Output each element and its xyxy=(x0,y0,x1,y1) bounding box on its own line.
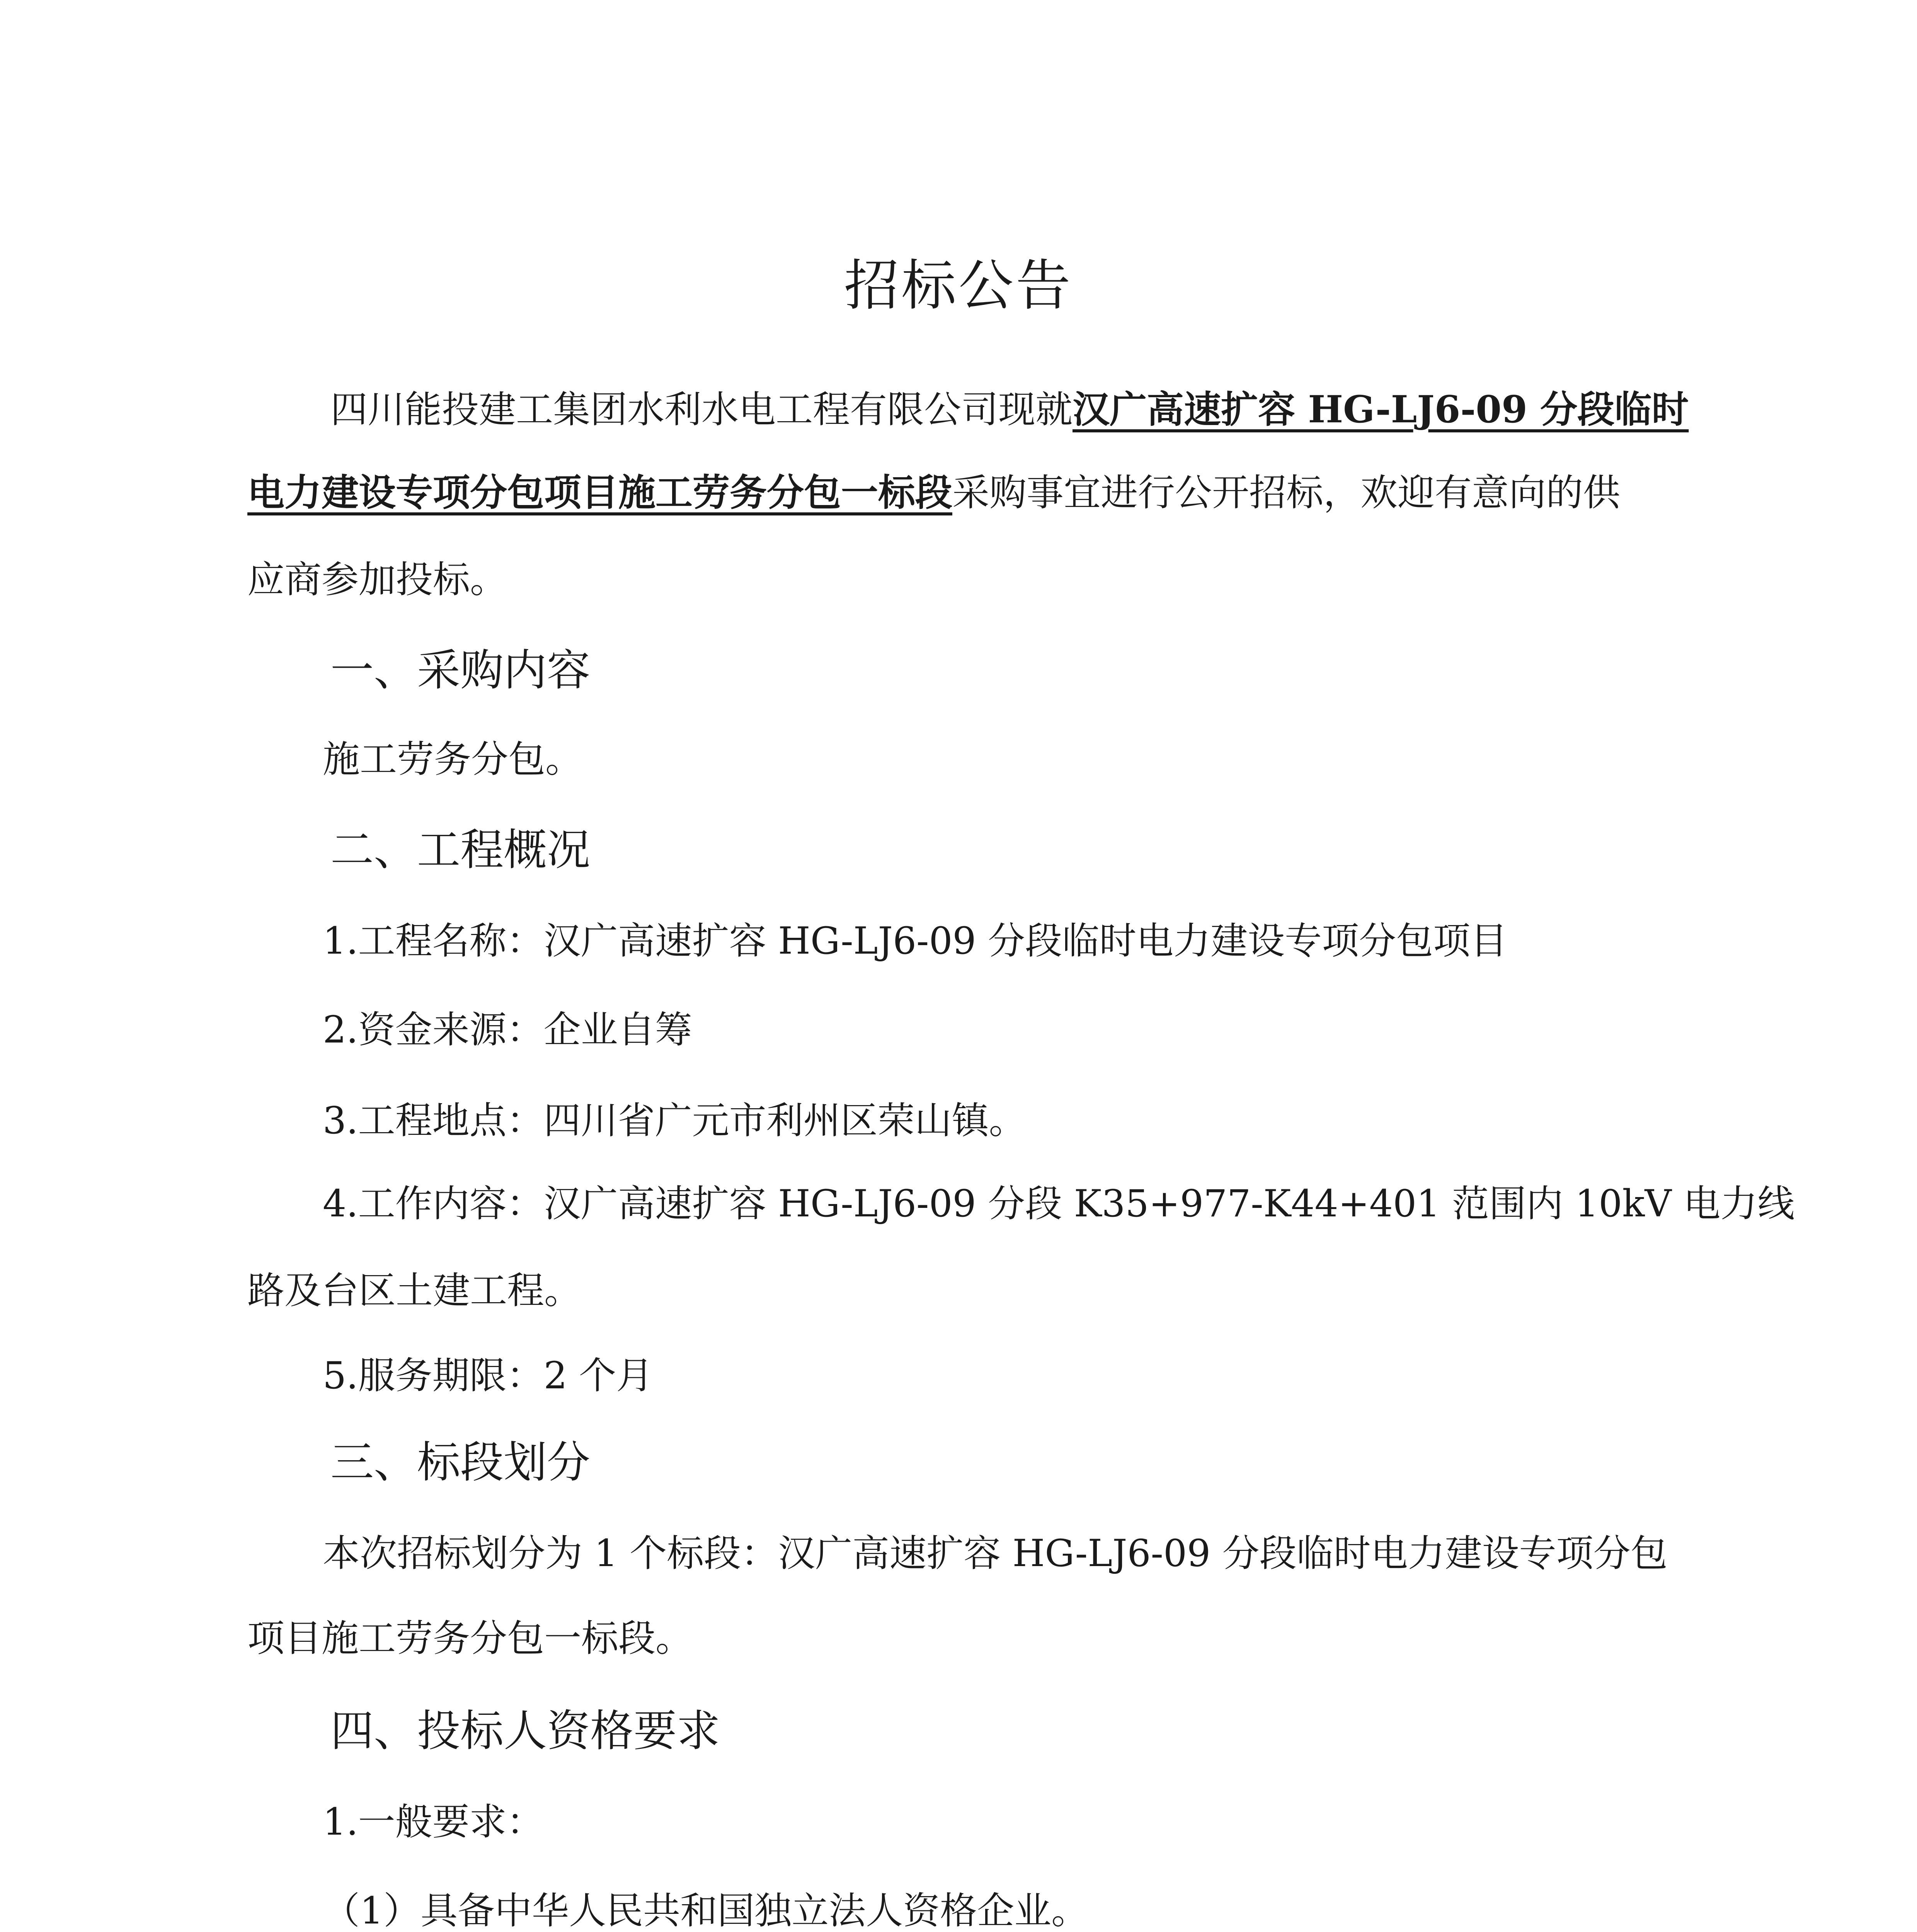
overview-item-location: 3.工程地点：四川省广元市利州区荣山镇。 xyxy=(323,1099,1026,1142)
project-name-part-1: 汉广高速扩容 HG-LJ6-09 分段临时 xyxy=(1073,388,1689,431)
page-title: 招标公告 xyxy=(844,254,1073,318)
lots-line-1: 本次招标划分为 1 个标段：汉广高速扩容 HG-LJ6-09 分段临时电力建设专项分包 xyxy=(323,1532,1668,1575)
overview-item-work-2: 路及台区土建工程。 xyxy=(247,1269,581,1312)
section-heading-qualification: 四、投标人资格要求 xyxy=(330,1706,720,1756)
intro-line-1 xyxy=(330,383,1689,437)
intro-line-3: 应商参加投标。 xyxy=(247,558,507,601)
overview-item-name: 1.工程名称：汉广高速扩容 HG-LJ6-09 分段临时电力建设专项分包项目 xyxy=(323,919,1508,963)
section-heading-lots: 三、标段划分 xyxy=(330,1437,590,1488)
procurement-content: 施工劳务分包。 xyxy=(323,738,582,781)
intro-suffix-1: 采购事宜进行公开招标，欢迎有意向的供 xyxy=(952,471,1620,514)
overview-item-work-1: 4.工作内容：汉广高速扩容 HG-LJ6-09 分段 K35+977-K44+401 范围内 10kV 电力线 xyxy=(323,1182,1795,1225)
lots-line-2: 项目施工劳务分包一标段。 xyxy=(247,1617,693,1660)
intro-line-2 xyxy=(247,466,1677,520)
overview-item-period: 5.服务期限：2 个月 xyxy=(323,1354,654,1397)
requirement-1: （1）具备中华人民共和国独立法人资格企业。 xyxy=(323,1889,1089,1932)
overview-item-funding: 2.资金来源：企业自筹 xyxy=(323,1008,692,1051)
section-heading-procurement: 一、采购内容 xyxy=(330,645,590,696)
general-requirements: 1.一般要求： xyxy=(323,1800,544,1844)
section-heading-overview: 二、工程概况 xyxy=(330,825,590,875)
intro-prefix: 四川能投建工集团水利水电工程有限公司现就 xyxy=(330,388,1073,431)
project-name-part-2: 电力建设专项分包项目施工劳务分包一标段 xyxy=(247,471,952,514)
